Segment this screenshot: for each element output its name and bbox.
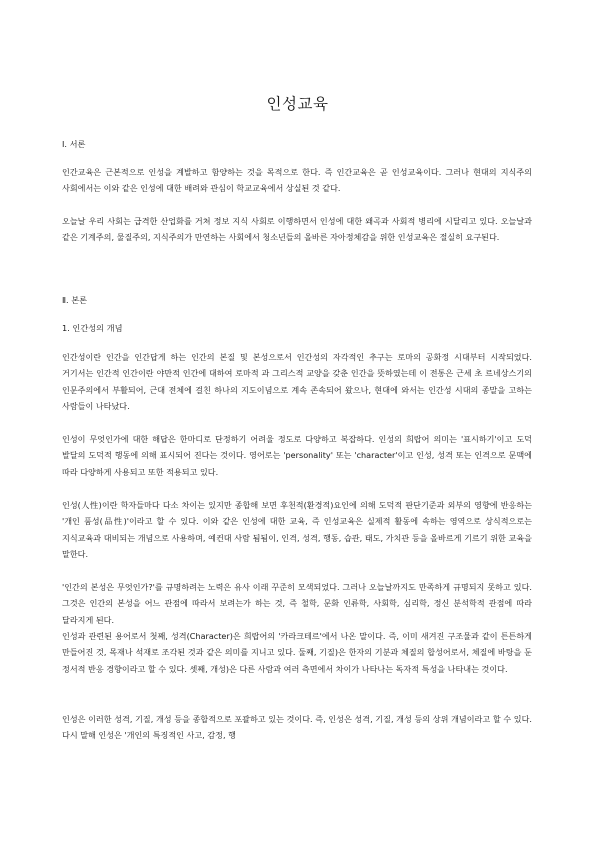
subsection-heading: 1. 인간성의 개념 bbox=[62, 323, 123, 333]
paragraph: 인성이 무엇인가에 대한 해답은 한마디로 단정하기 어려울 정도로 다양하고 복잡하다. 인성의 희랍어 의미는 '표시하기'이고 도덕 발달의 도덕적 행동에 의해 표시되어 진다는 것이다. 영어로는 'personality' 또는 'character'이고 인성, 성격 또는 인격으로 문맥에 따라 다양하게 사용되고 또한 적용되고 있다. bbox=[62, 434, 532, 477]
section-heading-body: Ⅱ. 본론 bbox=[62, 295, 88, 305]
document-title: 인성교육 bbox=[266, 95, 329, 113]
paragraph: '인간의 본성은 무엇인가?'를 규명하려는 노력은 유사 이래 꾸준히 모색되었다. 그러나 오늘날까지도 만족하게 규명되지 못하고 있다. 그것은 인간의 본성을 어느 관점에 따라서 보려는가 하는 것, 즉 철학, 문화 인류학, 사회학, 심리학, 정신 분석학적 관점에 따라 달라지게 된다. bbox=[62, 582, 532, 625]
paragraph: 인간성이란 인간을 인간답게 하는 인간의 본질 및 본성으로서 인간성의 자각적인 추구는 로마의 공화정 시대부터 시작되었다. 거기서는 인간적 인간이란 야만적 인간에 대하여 로마적 과 그리스적 교양을 갖춘 인간을 뜻하였는데 이 전통은 근세 초 르네상스기의 인문주의에서 부활되어, 근대 전체에 걸친 하나의 지도이념으로 계속 존속되어 왔으나, 현대에 와서는 인간성 시대의 종말을 고하는 사람들이 나타났다. bbox=[62, 352, 532, 411]
section-heading-introduction: Ⅰ. 서론 bbox=[62, 139, 86, 149]
paragraph: 인성(人性)이란 학자들마다 다소 차이는 있지만 종합해 보면 후천적(환경적)요인에 의해 도덕적 판단기준과 외부의 영향에 반응하는 '개인 품성(品性)'이라고 할 수 있다. 이와 같은 인성에 대한 교육, 즉 인성교육은 실제적 활동에 속하는 영역으로 상식적으로는 지식교육과 대비되는 개념으로 사용하며, 예컨대 사람 됨됨이, 인격, 성격, 행동, 습관, 태도, 가치관 등을 올바르게 기르기 위한 교육을 말한다. bbox=[62, 500, 532, 559]
paragraph: 인간교육은 근본적으로 인성을 계발하고 함양하는 것을 목적으로 한다. 즉 인간교육은 곧 인성교육이다. 그러나 현대의 지식주의 사회에서는 이와 같은 인성에 대한 배려와 관심이 학교교육에서 상실된 것 같다. bbox=[62, 167, 532, 194]
paragraph: 인성과 관련된 용어로서 첫째, 성격(Character)은 희랍어의 '카라크테르'에서 나온 말이다. 즉, 이미 새겨진 구조물과 같이 튼튼하게 만들어진 것, 목재나 석재로 조각된 것과 같은 의미를 지니고 있다. 둘째, 기질)은 한자의 기분과 체질의 합성어로서, 체질에 바탕을 둔 정서적 반응 경향이라고 할 수 있다. 셋째, 개성)은 다른 사람과 여러 측면에서 차이가 나타나는 독자적 특성을 나타내는 것이다. bbox=[62, 631, 532, 674]
paragraph: 인성은 이러한 성격, 기질, 개성 등을 종합적으로 포괄하고 있는 것이다. 즉, 인성은 성격, 기질, 개성 등의 상위 개념이라고 할 수 있다. 다시 말해 인성은 '개인의 특징적인 사고, 감정, 행 bbox=[62, 714, 532, 741]
paragraph: 오늘날 우리 사회는 급격한 산업화를 거쳐 정보 지식 사회로 이행하면서 인성에 대한 왜곡과 사회적 병리에 시달리고 있다. 오늘날과 같은 기계주의, 물질주의, 지식주의가 만연하는 사회에서 청소년들의 올바른 자아정체감을 위한 인성교육은 절실히 요구된다. bbox=[62, 216, 532, 243]
